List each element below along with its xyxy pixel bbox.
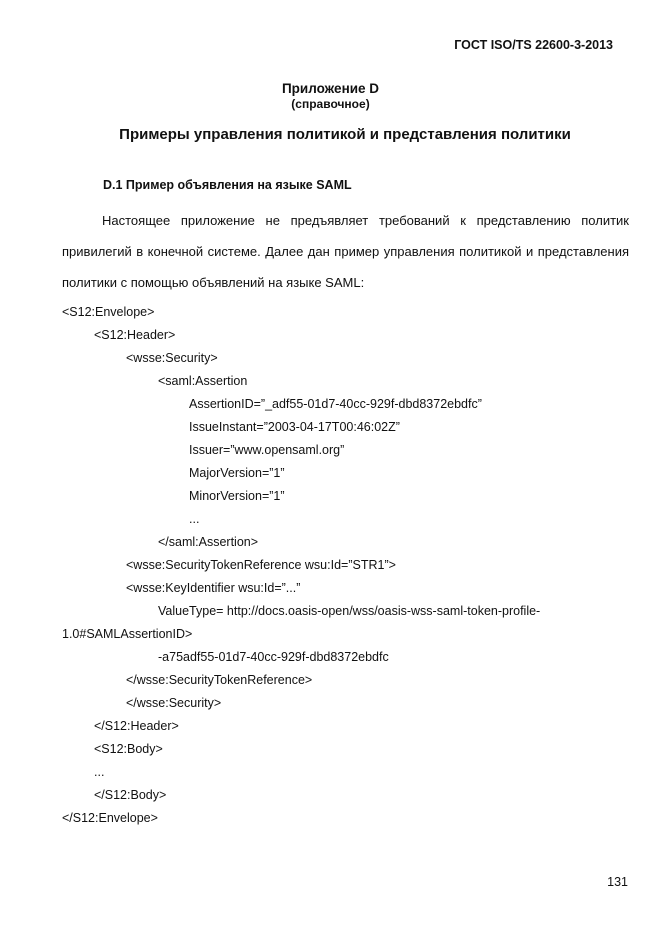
code-line: ValueType= http://docs.oasis-open/wss/oasis-wss-saml-token-profile- (158, 604, 541, 618)
code-line: MajorVersion=”1” (189, 466, 285, 480)
code-line: MinorVersion=”1” (189, 489, 285, 503)
code-line: </wsse:SecurityTokenReference> (126, 673, 313, 687)
code-line: <S12:Header> (94, 328, 176, 342)
code-line: Issuer=”www.opensaml.org” (189, 443, 345, 457)
code-line: <wsse:KeyIdentifier wsu:Id=”...” (126, 581, 301, 595)
code-line: </wsse:Security> (126, 696, 222, 710)
page-number: 131 (607, 875, 628, 889)
code-line: ... (94, 765, 105, 779)
annex-subtitle: (справочное) (291, 97, 370, 111)
code-line: </S12:Envelope> (62, 811, 158, 825)
code-line: <S12:Body> (94, 742, 163, 756)
code-line: </saml:Assertion> (158, 535, 259, 549)
code-line: <wsse:Security> (126, 351, 218, 365)
code-line: AssertionID=”_adf55-01d7-40cc-929f-dbd8372ebdfc” (189, 397, 482, 411)
code-line: </S12:Body> (94, 788, 167, 802)
code-line: <wsse:SecurityTokenReference wsu:Id=”STR1”> (126, 558, 396, 572)
code-line: 1.0#SAMLAssertionID> (62, 627, 193, 641)
code-line: <saml:Assertion (158, 374, 248, 388)
annex-title: Приложение D (281, 81, 380, 96)
code-line: -a75adf55-01d7-40cc-929f-dbd8372ebdfc (158, 650, 389, 664)
body-paragraph: Настоящее приложение не предъявляет требований к представлению политик привилегий в конечной системе. Далее дан пример управления политикой и представления политики с помощью объявлений на языке SAML: (62, 213, 629, 290)
standard-number: ГОСТ ISO/TS 22600-3-2013 (454, 38, 613, 52)
code-line: <S12:Envelope> (62, 305, 155, 319)
code-line: IssueInstant=”2003-04-17T00:46:02Z” (189, 420, 400, 434)
code-line: </S12:Header> (94, 719, 179, 733)
annex-heading: Примеры управления политикой и представления политики (119, 126, 571, 143)
code-line: ... (189, 512, 200, 526)
section-title: D.1 Пример объявления на языке SAML (103, 178, 352, 192)
